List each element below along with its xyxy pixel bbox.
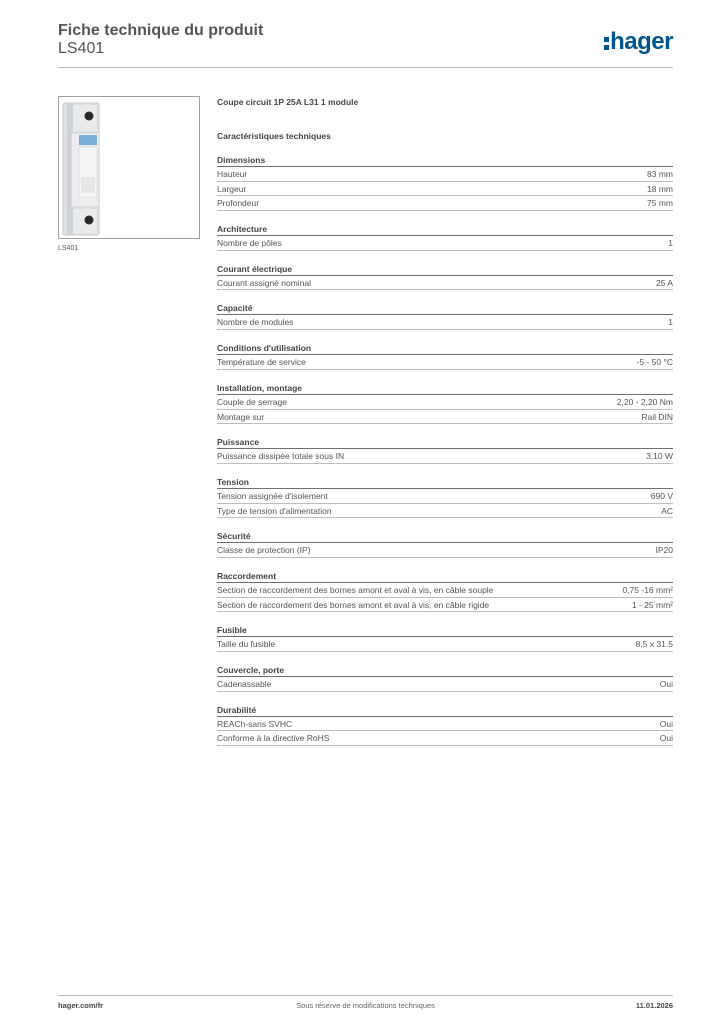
footer-disclaimer: Sous réserve de modifications techniques [296, 1001, 435, 1010]
spec-value: 690 V [650, 490, 673, 501]
spec-section [217, 703, 673, 746]
spec-section [217, 663, 673, 692]
spec-section [217, 222, 673, 251]
spec-section [217, 475, 673, 518]
spec-section [217, 435, 673, 464]
spec-section [217, 262, 673, 291]
logo-text: hager [610, 28, 673, 55]
section-title: Architecture [217, 222, 673, 236]
spec-label: Montage sur [217, 411, 265, 422]
product-image [58, 96, 200, 239]
spec-row [217, 583, 673, 598]
spec-value: 25 A [655, 277, 673, 288]
spec-value: 83 mm [647, 169, 673, 179]
spec-row [217, 276, 673, 291]
spec-value: 75 mm [647, 198, 673, 209]
spec-value: 3,10 W [646, 451, 673, 462]
spec-row [217, 504, 673, 519]
spec-label: Puissance dissipée totale sous IN [217, 451, 345, 462]
spec-label: Conforme à la directive RoHS [217, 733, 330, 744]
spec-value: 1 [668, 317, 673, 328]
spec-row [217, 167, 673, 182]
section-title: Courant électrique [217, 262, 673, 276]
spec-value: 8.5 x 31.5 [635, 639, 673, 650]
spec-value: 1 [668, 238, 673, 249]
section-title: Conditions d'utilisation [217, 341, 673, 355]
spec-row [217, 196, 673, 211]
spec-row [217, 182, 673, 197]
spec-label: Tension assignée d'isolement [217, 490, 328, 501]
spec-label: Classe de protection (IP) [217, 545, 311, 556]
spec-section [217, 529, 673, 558]
spec-value: AC [661, 505, 673, 516]
spec-row [217, 677, 673, 692]
spec-label: Courant assigné nominal [217, 277, 312, 288]
section-title: Fusible [217, 623, 673, 637]
specs-heading: Caractéristiques techniques [217, 131, 331, 141]
spec-label: Température de service [217, 357, 306, 368]
spec-value: 18 mm [647, 183, 673, 194]
section-title: Sécurité [217, 529, 673, 543]
spec-row [217, 236, 673, 251]
spec-section [217, 623, 673, 652]
spec-row [217, 410, 673, 425]
technical-specifications [217, 96, 673, 746]
spec-row [217, 395, 673, 410]
spec-label: Section de raccordement des bornes amont et aval à vis, en câble souple [217, 584, 494, 595]
spec-row [217, 449, 673, 464]
spec-label: Largeur [217, 183, 247, 194]
spec-row [217, 489, 673, 504]
spec-value: 0,75 -16 mm² [622, 584, 673, 595]
section-title: Dimensions [217, 153, 673, 167]
fuse-holder-illustration [59, 97, 199, 238]
logo-dots-icon [604, 37, 609, 50]
section-title: Tension [217, 475, 673, 489]
spec-section [217, 569, 673, 612]
spec-section [217, 381, 673, 424]
spec-row [217, 637, 673, 652]
spec-label: REACh-sans SVHC [217, 718, 293, 729]
section-title: Installation, montage [217, 381, 673, 395]
spec-row [217, 731, 673, 746]
product-name: Coupe circuit 1P 25A L31 1 module [217, 97, 359, 107]
spec-value: Oui [659, 679, 673, 689]
spec-label: Hauteur [217, 169, 248, 179]
spec-section [217, 153, 673, 211]
spec-label: Profondeur [217, 198, 260, 209]
spec-value: 2,20 - 2,20 Nm [616, 396, 673, 407]
spec-label: Couple de serrage [217, 396, 287, 407]
document-title: Fiche technique du produit [58, 22, 264, 39]
image-caption: LS401 [58, 245, 79, 252]
spec-row [217, 717, 673, 732]
spec-label: Section de raccordement des bornes amont et aval à vis, en câble rigide [217, 599, 490, 610]
page-footer [58, 995, 673, 1013]
footer-date: 11.01.2026 [635, 1001, 673, 1010]
page-header [58, 22, 673, 68]
spec-label: Nombre de pôles [217, 238, 282, 249]
footer-website: hager.com/fr [58, 1001, 104, 1010]
spec-row [217, 315, 673, 330]
section-title: Raccordement [217, 569, 673, 583]
spec-row [217, 598, 673, 613]
spec-row [217, 543, 673, 558]
spec-value: -5 - 50 °C [636, 357, 673, 368]
spec-label: Nombre de modules [217, 317, 294, 328]
spec-section [217, 341, 673, 370]
spec-value: IP20 [655, 545, 673, 556]
spec-label: Taille du fusible [217, 639, 276, 650]
spec-row [217, 355, 673, 370]
spec-label: Cadenassable [217, 679, 272, 689]
product-reference: LS401 [58, 40, 105, 57]
spec-label: Type de tension d'alimentation [217, 505, 332, 516]
spec-section [217, 301, 673, 330]
spec-value: Rail DIN [641, 411, 673, 422]
section-title: Couvercle, porte [217, 663, 673, 677]
section-title: Durabilité [217, 703, 673, 717]
spec-value: 1 - 25 mm² [631, 599, 673, 610]
spec-sections [217, 153, 673, 746]
spec-value: Oui [659, 718, 673, 729]
hager-logo [604, 27, 673, 57]
section-title: Capacité [217, 301, 673, 315]
spec-value: Oui [659, 733, 673, 744]
section-title: Puissance [217, 435, 673, 449]
